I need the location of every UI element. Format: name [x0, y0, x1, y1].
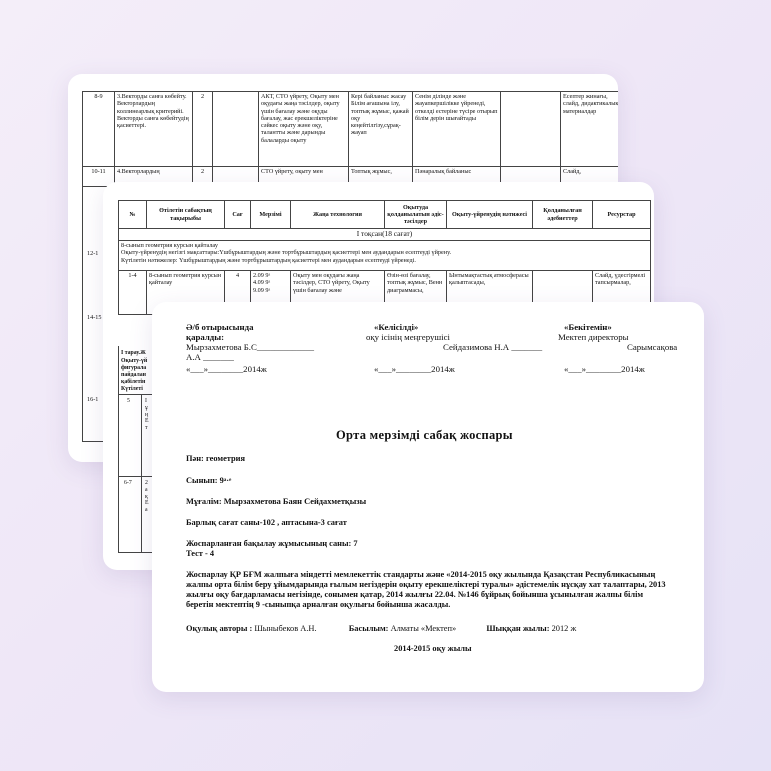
- approved-date: «___»________2014ж: [564, 364, 645, 374]
- row-tech: СТО үйрету, оқыту мен: [259, 167, 349, 187]
- learning-purpose: Оқыту-үйренудің негізгі мақсаттары:Үшбұрыштардың және тортбұрыштардың қасиеттері мен аудандарын есептеуді үйрену.: [121, 249, 452, 257]
- row-method: Кері байланыс жасау Білім ағашына ілу, топтық жұмыс, қажай оқу кеңейтілгізу,сұрақ-жауап: [349, 92, 413, 167]
- row-number: 16-1: [87, 396, 99, 403]
- row-tech: АКТ, СТО үйрету, Оқыту мен оқудағы жаңа тәсілдер, оқыту үшін бағалау және оқуды бағалау, жас ерекшеліктеріне сәйкес оқыту және оқу, талантты және дарынды балаларды оқыту: [259, 92, 349, 167]
- row-hours: 2: [193, 167, 213, 187]
- plan-table-back: [82, 91, 618, 187]
- planning-basis-paragraph: Жоспарлау ҚР БҒМ жалпыға міндетті мемлекеттік стандарты және «2014-2015 оқу жылында Қазақстан Республикасының жалпы орта білім беру ұйымдарында ғылым негіздерін оқыту ерекшеліктері туралы» әдістемелік нұсқау хат талаптары, 2013 жылғы оқу бағдарламасы негізінде, сонымен қатар, 2014 жылғы 22.04. №146 бұйрық бойынша ұсынылған жалпы білім беретін мектептің 9 -сыныпқа арналған оқулығы бойынша жасалды.: [186, 570, 666, 609]
- lesson-plan-cover: [152, 302, 704, 692]
- quarter-heading: I тоқсан(18 сағат): [119, 229, 651, 241]
- row-number: 8-9: [83, 92, 115, 167]
- document-title: Орта мерзімді сабақ жоспары: [336, 428, 513, 442]
- chapter-label: I тарау.Ж: [121, 350, 146, 356]
- table-header-row: [119, 201, 651, 229]
- row-number: 6-7: [124, 480, 132, 486]
- purpose-line: қабілетін: [121, 379, 146, 385]
- row-hours: 2: [193, 92, 213, 167]
- row-resources: Слайд, үдесгірмелі тапсырмалар,: [593, 271, 651, 315]
- column-header: Мерзімі: [251, 201, 291, 229]
- row-topic-cut: I ұ ң Е т: [145, 398, 149, 432]
- column-header: Сағ: [225, 201, 251, 229]
- purpose-cut: Оқыту-үй: [121, 358, 148, 364]
- approver-initials: А.А _______: [186, 352, 234, 362]
- teacher-line: Мұғалім: Мырзахметова Баян Сейдахметқызы: [186, 497, 367, 506]
- row-literature: [501, 92, 561, 167]
- subject-line: Пән: геометрия: [186, 454, 246, 463]
- section-block: [119, 241, 651, 271]
- plan-table: [118, 200, 651, 315]
- authors-value: Шыныбеков А.Н.: [254, 624, 317, 633]
- publisher-label: Басылым:: [348, 624, 389, 633]
- quarter-row: [119, 229, 651, 241]
- row-number: 5: [127, 398, 130, 404]
- approval-subheading: қаралды:: [186, 332, 225, 342]
- hours-line: Барлық сағат саны-102 , аптасына-3 сағат: [186, 518, 347, 527]
- column-header: Қолданылған әдебиеттер: [533, 201, 593, 229]
- expected-line: Күтілеті: [121, 386, 143, 392]
- row-topic: 8-сынып геометрия курсын қайталау: [147, 271, 225, 315]
- document-page-front: [152, 302, 704, 692]
- column-header: Оқыту-үйренудің нәтижесі: [447, 201, 533, 229]
- row-result: Пәнаралық байланыс: [413, 167, 501, 187]
- year-value: 2012 ж: [551, 624, 577, 633]
- approved-subheading: Мектеп директоры: [558, 332, 629, 342]
- row-hours: 4: [225, 271, 251, 315]
- agreed-date: «___»________2014ж: [374, 364, 455, 374]
- authors-label: Оқулық авторы :: [186, 624, 253, 633]
- row-method: Топтық жұмыс,: [349, 167, 413, 187]
- row-date: [213, 92, 259, 167]
- purpose-line: пайдалан: [121, 372, 146, 378]
- director-name: Сарымсақова: [627, 342, 678, 352]
- section-title: 8-сынып геометрия курсын қайталау: [121, 242, 218, 249]
- row-number: 14-15: [87, 314, 102, 321]
- planned-tests-line: Жоспарланған бақылау жұмысының саны: 7: [186, 539, 358, 548]
- column-header: №: [119, 201, 147, 229]
- column-header: Өтілетін сабақтың тақырыбы: [147, 201, 225, 229]
- row-method: Өзін-өзі бағалау, топтық жұмыс, Венн диаграммасы,: [385, 271, 447, 315]
- table-row: [83, 92, 619, 167]
- row-number: 10-11: [83, 167, 115, 187]
- row-resources: Есептер жинағы, слайд, дидактикалық материалдар: [561, 92, 619, 167]
- approver-name: Мырзахметова Б.С_____________: [186, 342, 315, 352]
- column-header: Оқытуда қолданылатын әдіс-тәсілдер: [385, 201, 447, 229]
- row-number: 1-4: [119, 271, 147, 315]
- section-row: [119, 241, 651, 271]
- purpose-line: фигурала: [121, 365, 147, 371]
- column-header: Ресурстар: [593, 201, 651, 229]
- row-topic: 3.Векторды санға көбейту. Векторлардың коллинеарлық критерийі. Векторды санға көбейтудің қасиеттері.: [115, 92, 193, 167]
- row-topic: 4.Векторлардың: [115, 167, 193, 187]
- row-result: Ынтымақтастық атмосфераcы қалыптасады,: [447, 271, 533, 315]
- row-tech: Оқыту мен оқудағы жаңа тәсілдер, СТО үйрету, Оқыту үшін бағалау және: [291, 271, 385, 315]
- column-header: Жаңа технология: [291, 201, 385, 229]
- row-dates: 2.09 9ᵃ 4.09 9ᵃ 9.09 9ᵃ: [251, 271, 291, 315]
- textbook-info-line: [186, 624, 576, 634]
- agreed-name: Сейдазимова Н.А _______: [443, 342, 543, 352]
- row-result: Сенім ділінде және жауапкершілікке үйренеді, откелді естеріне түсіре отырып білім дерін шығайтады: [413, 92, 501, 167]
- publisher-value: Алматы «Мектеп»: [390, 624, 457, 633]
- row-number: 12-1: [87, 250, 99, 257]
- academic-year-footer: 2014-2015 оқу жылы: [394, 644, 472, 653]
- row-resources: Слайд,: [561, 167, 619, 187]
- expected-results: Күтілетін нәтижелер: Үшбұрыштардың және тортбұрыштардың қасиеттері мен аудандарын есептеуді үйренеді.: [121, 256, 416, 264]
- approved-heading: «Бекітемін»: [564, 322, 612, 332]
- agreed-subheading: оқу ісінің меңгерушісі: [366, 332, 450, 342]
- grade-line: Сынып: 9ᵃ·ᵉ: [186, 476, 232, 485]
- test-count-line: Тест - 4: [186, 549, 215, 558]
- row-topic-cut: 2 а қ Е а: [145, 480, 149, 514]
- agreed-heading: «Келісілді»: [374, 322, 419, 332]
- approval-heading: Ә/б отырысында: [186, 322, 254, 332]
- year-label: Шыққан жылы:: [486, 624, 550, 633]
- approval-date: «___»________2014ж: [186, 364, 267, 374]
